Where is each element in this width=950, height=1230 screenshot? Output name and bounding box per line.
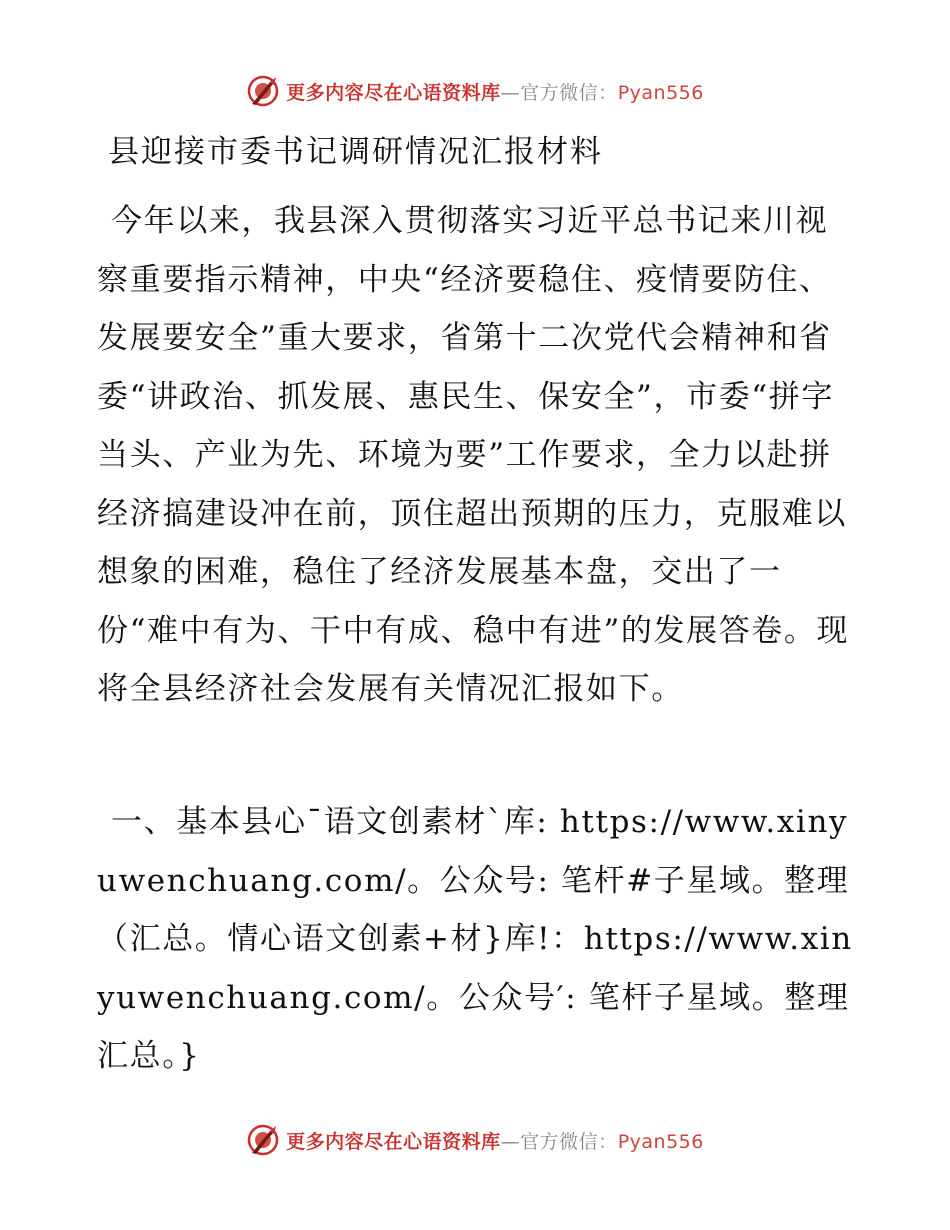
intro-paragraph: 今年以来，我县深入贯彻落实习近平总书记来川视察重要指示精神，中央“经济要稳住、疫情要防住、发展要安全”重大要求，省第十二次党代会精神和省委“讲政治、抓发展、惠民生、保安全”，市委“拼字当头、产业为先、环境为要”工作要求，全力以赴拼经济搞建设冲在前，顶住超出预期的压力，克服难以想象的困难，稳住了经济发展基本盘，交出了一份“难中有为、干中有成、稳中有进”的发展答卷。现将全县经济社会发展有关情况汇报如下。: [97, 203, 850, 707]
watermark-header: [0, 71, 950, 111]
watermark-main-text: 更多内容尽在心语资料库: [286, 1130, 501, 1153]
watermark-main-text: 更多内容尽在心语资料库: [286, 81, 501, 104]
document-title: 县迎接市委书记调研情况汇报材料: [108, 134, 603, 170]
watermark-separator: —: [500, 81, 521, 104]
quill-circle-logo-icon: [246, 74, 280, 108]
watermark-account-label: 官方微信：: [520, 1130, 618, 1153]
watermark-separator: —: [500, 1130, 521, 1153]
watermark-account-id: Pyan556: [617, 1130, 704, 1153]
section-one-paragraph: 一、基本县心¯语文创素材`库: https://www.xinyuwenchuang.com/。公众号: 笔杆#子星域。整理（汇总。情心语文创素+材}库!：https://www.xinyuwenchuang.com/。公众号′: 笔杆子星域。整理汇总。}: [97, 804, 853, 1074]
watermark-account-id: Pyan556: [617, 81, 704, 104]
watermark-account-label: 官方微信：: [520, 81, 618, 104]
quill-circle-logo-icon: [246, 1123, 280, 1157]
watermark-footer: [0, 1120, 950, 1160]
